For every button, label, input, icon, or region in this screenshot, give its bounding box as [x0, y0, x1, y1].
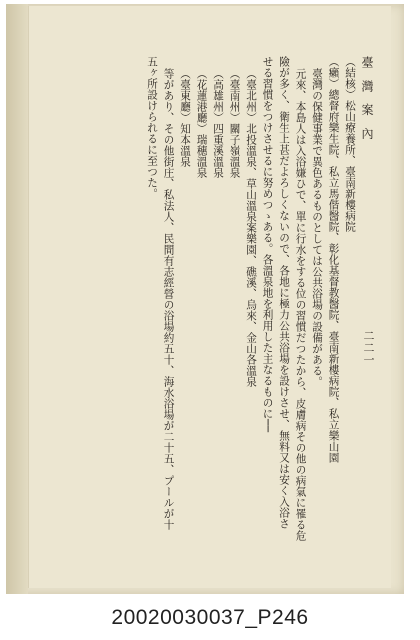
running-header: 臺 灣 案 內: [360, 56, 374, 144]
text-column: 等があり、その他街庄、私法人、民間有志經營の浴場約五十、海水浴場が二十五、プールが十: [162, 68, 175, 530]
text-column: （癩）總督府樂生院、私立馬偕醫院、彰化基督教醫院、臺南新樓病院、私立樂山園: [327, 56, 340, 463]
text-column: （結核）松山療養所、臺南新樓病院: [344, 56, 356, 232]
text-column: せる習慣をつけさせるに努めつゝある。各溫泉地を利用した主なるものに──: [261, 56, 274, 433]
text-column: （臺東廳）知本溫泉: [179, 68, 191, 167]
text-column: 臺灣の保健事業で異色あるものとしては公共浴場の設備がある。: [311, 68, 323, 387]
text-column: 險が多く、衛生上甚だよろしくないので、各地に極力公共浴場を設けさせ、無料又は安く入浴さ: [278, 56, 290, 529]
text-column: 五ヶ所設けられるに至つた。: [146, 56, 158, 199]
text-column: 元來、本島人は入浴嫌ひで、單に行水をする位の習慣だつたから、皮膚病その他の病氣に罹る危: [294, 68, 307, 541]
vertical-text-body: [144, 56, 359, 576]
book-gutter: [6, 4, 28, 594]
text-column: （臺北州）北投溫泉、草山溫泉案樂園、礁溪、烏來、金山各溫泉: [245, 68, 257, 387]
text-column: （臺南州）關子嶺溫泉: [228, 68, 241, 178]
text-column: （花蓮港廳）瑞穗溫泉: [195, 68, 208, 178]
archive-id-caption: 20020030037_P246: [111, 606, 309, 629]
text-column: （高雄州）四重溪溫泉: [212, 68, 224, 178]
page-number: 二二一: [362, 330, 375, 366]
